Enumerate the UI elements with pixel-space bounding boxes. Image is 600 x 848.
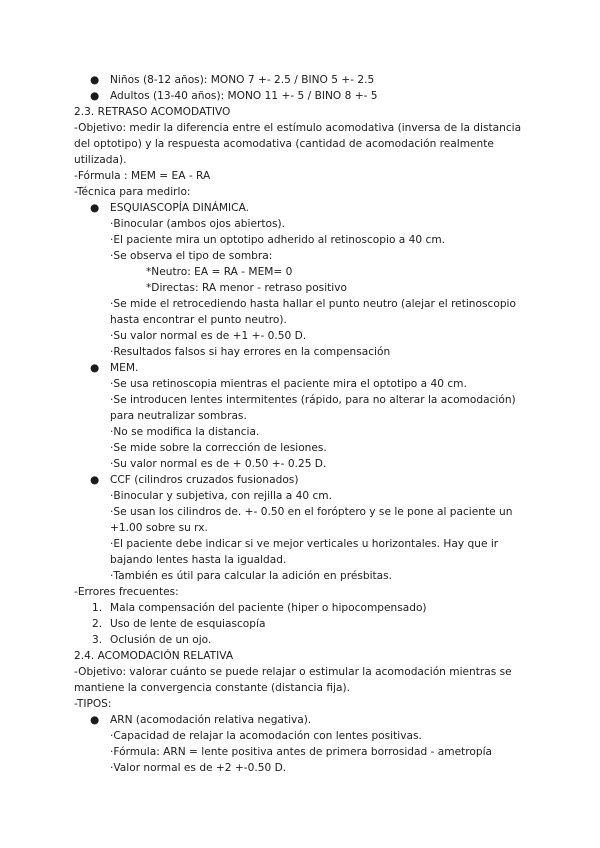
bullet-dot: ● [90,90,100,102]
paragraph: -TIPOS: [74,698,112,710]
sub-item: ·Binocular (ambos ojos abiertos). [110,218,285,230]
bullet-dot: ● [90,714,100,726]
bullet-item: ● MEM. [90,362,139,374]
numbered-item: 1. Mala compensación del paciente (hiper o hipocompensado) [92,602,427,614]
sub-item: ·El paciente mira un optotipo adherido al retinoscopio a 40 cm. [110,234,446,246]
bullet-item: ● ARN (acomodación relativa negativa). [90,714,312,726]
sub-item: ·Se mide el retrocediendo hasta hallar el punto neutro (alejar el retinoscopio hasta encontrar el punto neutro). [110,298,516,326]
sub-item: ·El paciente debe indicar si ve mejor verticales u horizontales. Hay que ir bajando lentes hasta la igualdad. [110,538,499,566]
bullet-item: ● Niños (8-12 años): MONO 7 +- 2.5 / BINO 5 +- 2.5 [90,74,375,86]
paragraph: -Objetivo: valorar cuánto se puede relajar o estimular la acomodación mientras se mantiene la convergencia constante (distancia fija). [74,666,512,694]
numbered-item: 3. Oclusión de un ojo. [92,634,212,646]
sub-item: ·Fórmula: ARN = lente positiva antes de primera borrosidad - ametropía [110,746,493,758]
sub-item: ·Su valor normal es de +1 +- 0.50 D. [110,330,307,342]
sub-item: ·Se usa retinoscopia mientras el paciente mira el optotipo a 40 cm. [110,378,467,390]
bullet-dot: ● [90,74,100,86]
section-heading: 2.3. RETRASO ACOMODATIVO [74,106,231,118]
sub-item: ·Se introducen lentes intermitentes (rápido, para no alterar la acomodación) para neutralizar sombras. [110,394,516,422]
bullet-dot: ● [90,362,100,374]
sub-sub-item: *Neutro: EA = RA - MEM= 0 [146,266,293,278]
sub-item: ·Se usan los cilindros de. +- 0.50 en el foróptero y se le pone al paciente un +1.00 sobre su rx. [110,506,513,534]
sub-sub-item: *Directas: RA menor - retraso positivo [146,282,347,294]
section-heading: 2.4. ACOMODACIÓN RELATIVA [74,650,234,662]
paragraph: -Técnica para medirlo: [74,186,191,198]
bullet-dot: ● [90,202,100,214]
sub-item: ·No se modifica la distancia. [110,426,260,438]
bullet-item: ● ESQUIASCOPÍA DINÁMICA. [90,202,250,214]
bullet-item: ● CCF (cilindros cruzados fusionados) [90,474,299,486]
sub-item: ·Capacidad de relajar la acomodación con lentes positivas. [110,730,422,742]
sub-item: ·Se observa el tipo de sombra: [110,250,273,262]
numbered-item: 2. Uso de lente de esquiascopía [92,618,266,630]
bullet-dot: ● [90,474,100,486]
sub-item: ·Su valor normal es de + 0.50 +- 0.25 D. [110,458,327,470]
sub-item: ·Se mide sobre la corrección de lesiones. [110,442,327,454]
paragraph: -Fórmula : MEM = EA - RA [74,170,211,182]
sub-item: ·Binocular y subjetiva, con rejilla a 40 cm. [110,490,332,502]
item-number: 2. [92,618,103,630]
sub-item: ·También es útil para calcular la adición en présbitas. [110,570,393,582]
sub-item: ·Valor normal es de +2 +-0.50 D. [110,762,287,774]
sub-item: ·Resultados falsos si hay errores en la compensación [110,346,391,358]
bullet-item: ● Adultos (13-40 años): MONO 11 +- 5 / BINO 8 +- 5 [90,90,378,102]
item-number: 3. [92,634,103,646]
paragraph: -Errores frecuentes: [74,586,179,598]
paragraph: -Objetivo: medir la diferencia entre el estímulo acomodativa (inversa de la distancia del optotipo) y la respuesta acomodativa (cantidad de acomodación realmente utilizada). [74,122,522,166]
item-number: 1. [92,602,103,614]
